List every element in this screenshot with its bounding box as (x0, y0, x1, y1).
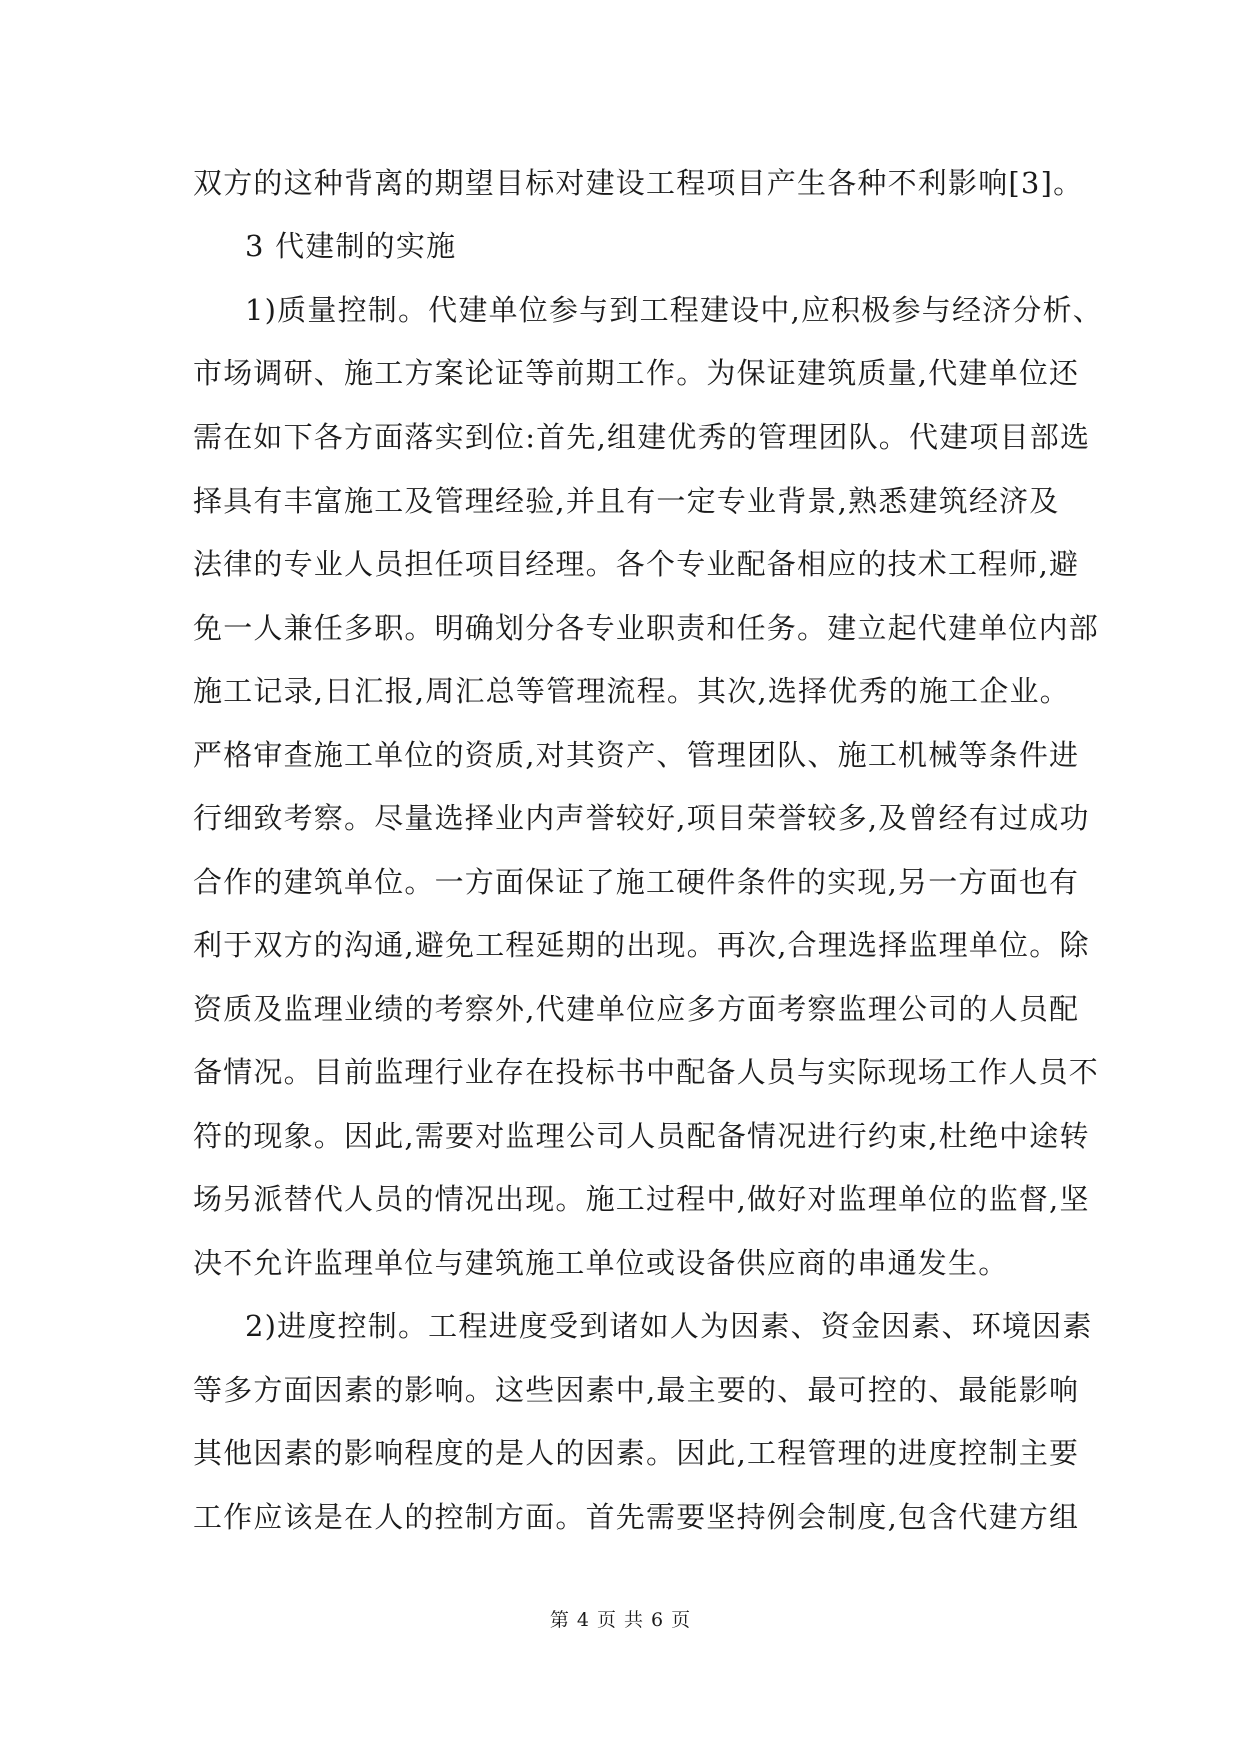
body-text-line: 利于双方的沟通,避免工程延期的出现。再次,合理选择监理单位。除 (193, 928, 1090, 962)
body-text-line: 法律的专业人员担任项目经理。各个专业配备相应的技术工程师,避 (193, 547, 1080, 581)
paragraph-first-line: 2)进度控制。工程进度受到诸如人为因素、资金因素、环境因素 (245, 1309, 1093, 1343)
section-heading: 3 代建制的实施 (245, 229, 457, 263)
body-text-line: 资质及监理业绩的考察外,代建单位应多方面考察监理公司的人员配 (193, 992, 1080, 1026)
page-number-footer: 第 4 页 共 6 页 (549, 1609, 692, 1631)
paragraph-first-line: 1)质量控制。代建单位参与到工程建设中,应积极参与经济分析、 (245, 293, 1103, 327)
body-text-line: 备情况。目前监理行业存在投标书中配备人员与实际现场工作人员不 (193, 1055, 1100, 1089)
body-text-line: 免一人兼任多职。明确划分各专业职责和任务。建立起代建单位内部 (193, 611, 1100, 645)
body-text-line: 工作应该是在人的控制方面。首先需要坚持例会制度,包含代建方组 (193, 1500, 1080, 1534)
body-text-line: 施工记录,日汇报,周汇总等管理流程。其次,选择优秀的施工企业。 (193, 674, 1070, 708)
body-text-line: 合作的建筑单位。一方面保证了施工硬件条件的实现,另一方面也有 (193, 865, 1080, 899)
body-text-line: 择具有丰富施工及管理经验,并且有一定专业背景,熟悉建筑经济及 (193, 484, 1060, 518)
body-text-line: 符的现象。因此,需要对监理公司人员配备情况进行约束,杜绝中途转 (193, 1119, 1090, 1153)
body-text-line: 场另派替代人员的情况出现。施工过程中,做好对监理单位的监督,坚 (193, 1182, 1090, 1216)
body-text-line: 其他因素的影响程度的是人的因素。因此,工程管理的进度控制主要 (193, 1436, 1080, 1470)
body-text-line: 行细致考察。尽量选择业内声誉较好,项目荣誉较多,及曾经有过成功 (193, 801, 1090, 835)
body-text-line: 需在如下各方面落实到位:首先,组建优秀的管理团队。代建项目部选 (193, 420, 1091, 454)
body-text-line: 等多方面因素的影响。这些因素中,最主要的、最可控的、最能影响 (193, 1373, 1080, 1407)
body-text-line: 决不允许监理单位与建筑施工单位或设备供应商的串通发生。 (193, 1246, 1009, 1280)
body-text-line: 市场调研、施工方案论证等前期工作。为保证建筑质量,代建单位还 (193, 356, 1080, 390)
body-text-line: 严格审查施工单位的资质,对其资产、管理团队、施工机械等条件进 (193, 738, 1080, 772)
body-text-line: 双方的这种背离的期望目标对建设工程项目产生各种不利影响[3]。 (193, 166, 1084, 200)
